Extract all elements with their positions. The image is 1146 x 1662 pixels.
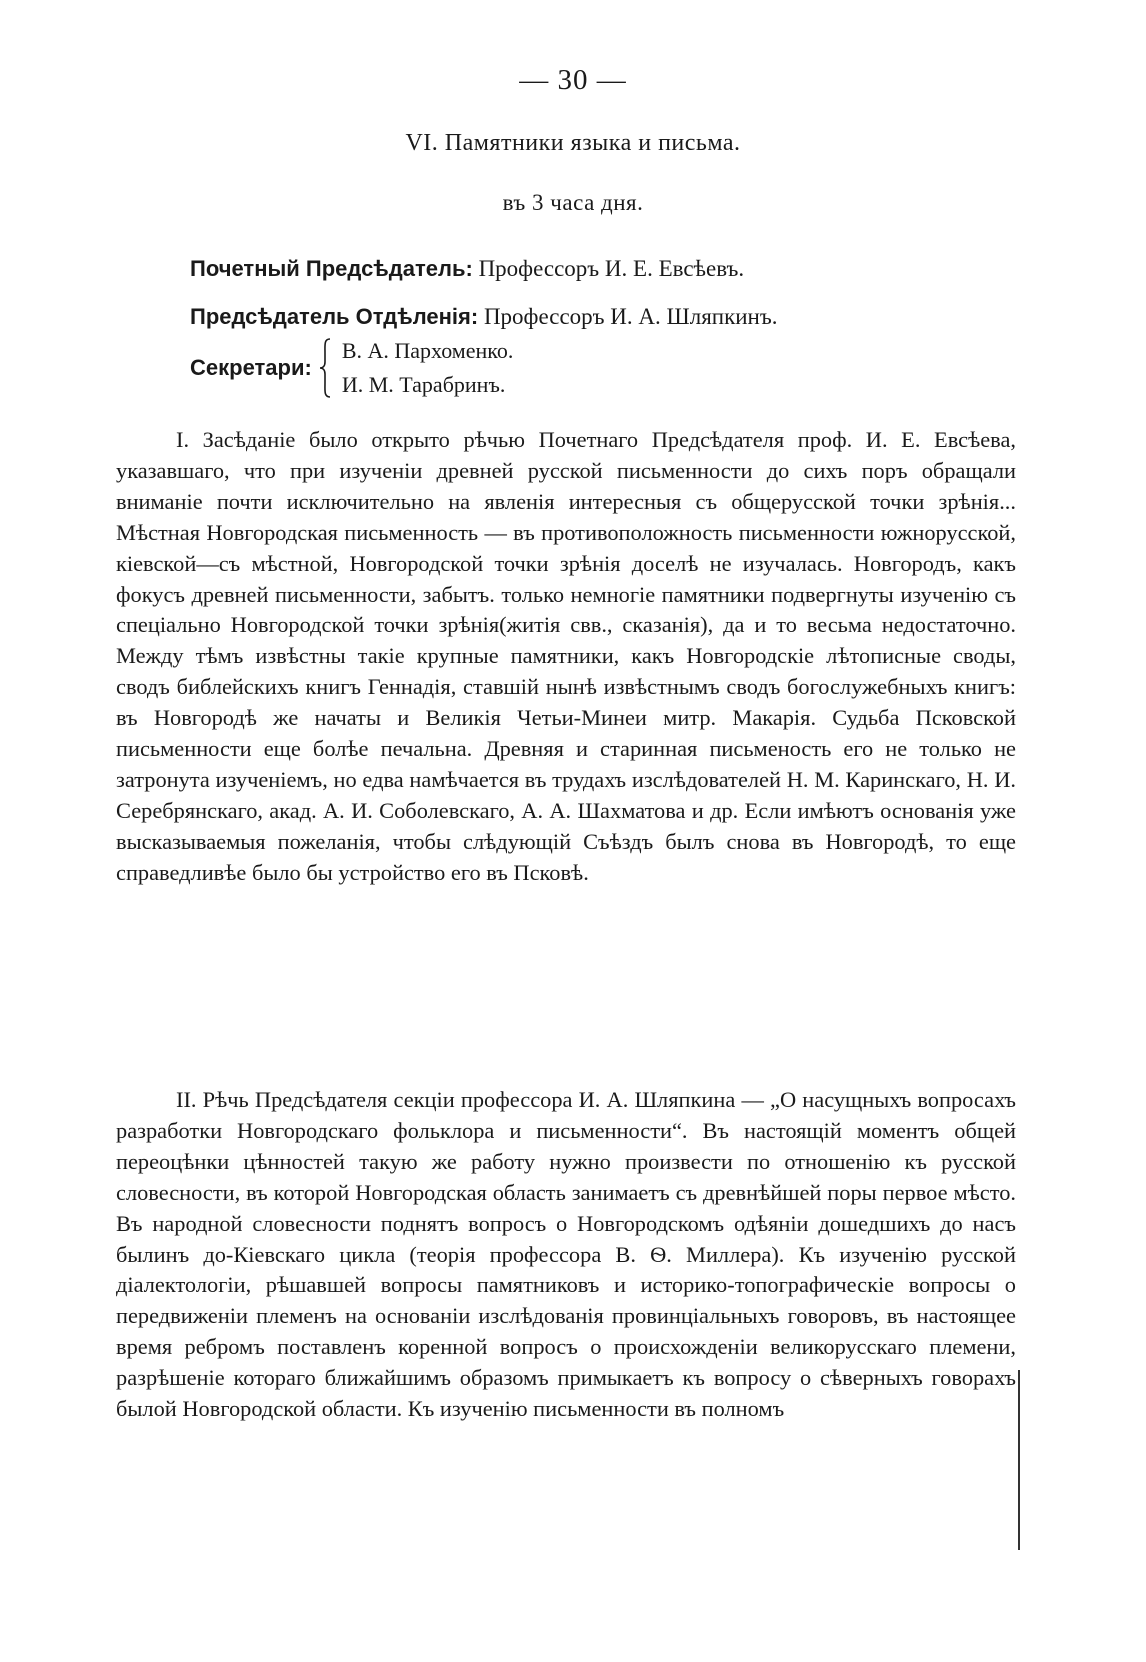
margin-rule bbox=[1018, 1370, 1020, 1550]
session-time: въ 3 часа дня. bbox=[502, 190, 644, 215]
section-title: VI. Памятники языка и письма. bbox=[405, 130, 741, 156]
secretaries-label: Секретари: bbox=[190, 355, 312, 380]
honorary-chair-label: Почетный Предсѣдатель: bbox=[190, 256, 473, 281]
secretaries-names bbox=[342, 334, 514, 402]
secretaries-block bbox=[190, 334, 513, 402]
paragraph-text: II. Рѣчь Предсѣдателя секціи профессора И. А. Шляпкина — „О насущныхъ вопросахъ разработки Новгородскаго фольклора и письменности“. Въ настоящій моментъ общей переоцѣнки цѣнностей такую же работу нужно произвести по отношенію къ русской словесности, въ которой Новгородская область занимаетъ съ древнѣйшей поры первое мѣсто. Въ народной словесности поднятъ вопросъ о Новгородскомъ одѣяніи дошедшихъ до насъ былинъ до-Кіевскаго цикла (теорія профессора В. Ѳ. Миллера). Къ изученію русской діалектологіи, рѣшавшей вопросы памятниковъ и историко-топографическіе вопросы о передвиженіи племенъ на основаніи изслѣдованія провинціальныхъ говоровъ, въ настоящее время ребромъ поставленъ коренной вопросъ о происхожденіи великорусскаго племени, разрѣшеніе котораго ближайшимъ образомъ примыкаетъ къ вопросу о сѣверныхъ говорахъ былой Новгородской области. Къ изученію письменности въ полномъ bbox=[116, 1087, 1016, 1422]
chair-line bbox=[190, 304, 778, 330]
paragraph-opening-speech bbox=[116, 425, 1016, 889]
curly-brace-icon bbox=[318, 337, 332, 399]
paragraph-chair-speech bbox=[116, 1085, 1016, 1425]
secretary-name: И. М. Тарабринъ. bbox=[341, 372, 506, 397]
paragraph-text: I. Засѣданіе было открыто рѣчью Почетнаго Предсѣдателя проф. И. Е. Евсѣева, указавшаго, что при изученіи древней русской письменности до сихъ поръ обращали вниманіе почти исключительно на явленія интересныя съ общерусской точки зрѣнія... Мѣстная Новгородская письменность — въ противоположность письменности южнорусской, кіевской—съ мѣстной, Новгородской точки зрѣнія доселѣ не изучалась. Новгородъ, какъ фокусъ древней письменности, забытъ. только немногіе памятники подвергнуты изученію съ спеціально Новгородской точки зрѣнія(житія свв., сказанія), да и то весьма недостаточно. Между тѣмъ извѣстны такіе крупные памятники, какъ Новгородскіе лѣтописные своды, сводъ библейскихъ книгъ Геннадія, ставшій нынѣ извѣстнымъ сводъ богослужебныхъ книгъ: въ Новгородѣ же начаты и Великія Четьи-Минеи митр. Макарія. Судьба Псковской письменности еще болѣе печальна. Древняя и старинная письменость его не только не затронута изученіемъ, но едва намѣчается въ трудахъ изслѣдователей Н. М. Каринскаго, Н. И. Серебрянскаго, акад. А. И. Соболевскаго, А. А. Шахматова и др. Если имѣютъ основанія уже высказываемыя пожеланія, чтобы слѣдующій Съѣздъ былъ снова въ Новгородѣ, то еще справедливѣе было бы устройство его въ Псковѣ. bbox=[116, 427, 1016, 885]
chair-name: Профессоръ И. А. Шляпкинъ. bbox=[483, 304, 778, 329]
secretary-name: В. А. Пархоменко. bbox=[341, 338, 514, 363]
honorary-chair-line bbox=[190, 256, 744, 282]
page-number: — 30 — bbox=[519, 64, 627, 96]
chair-label: Предсѣдатель Отдѣленія: bbox=[190, 304, 479, 329]
honorary-chair-name: Профессоръ И. Е. Евсѣевъ. bbox=[478, 256, 745, 281]
